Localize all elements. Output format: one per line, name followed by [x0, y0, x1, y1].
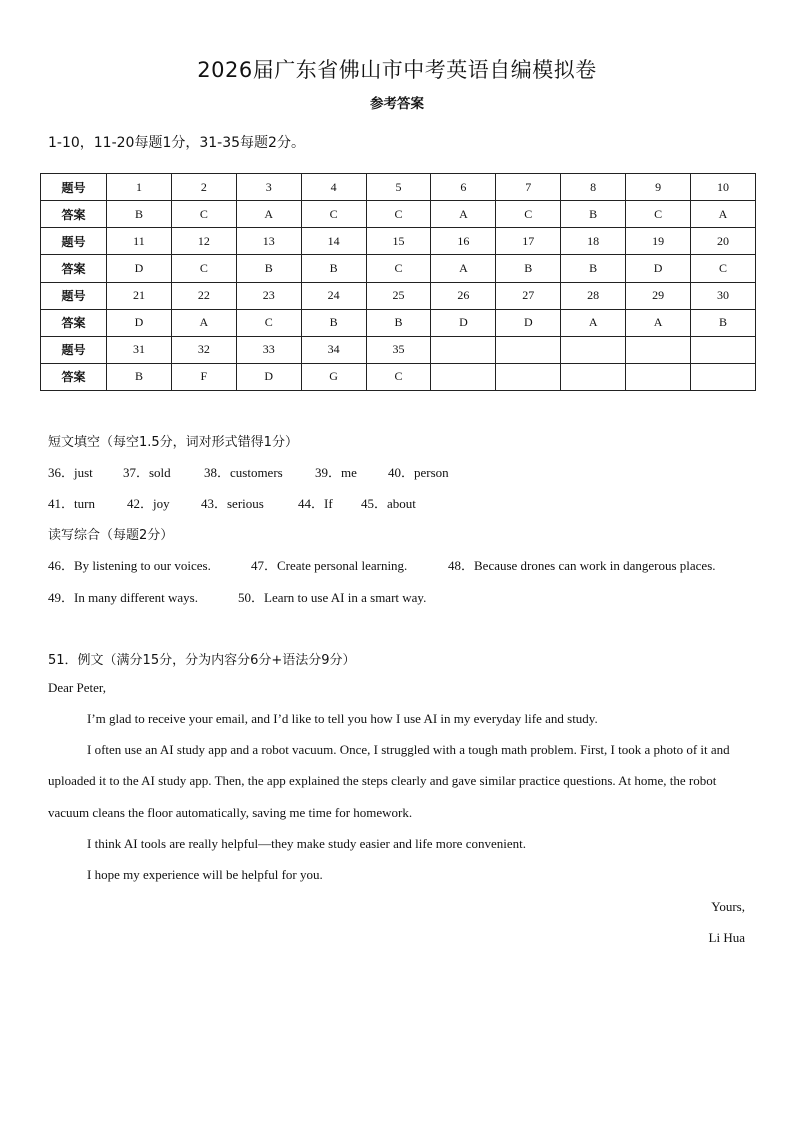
question-number-cell: 2 — [171, 174, 236, 201]
cloze-answer: 39．me — [315, 465, 357, 480]
reading-row-1 — [48, 555, 716, 574]
answer-cell: D — [431, 309, 496, 336]
question-number-cell — [496, 336, 561, 363]
question-number-cell: 3 — [236, 174, 301, 201]
question-number-cell: 17 — [496, 228, 561, 255]
cloze-answer: 40．person — [388, 465, 449, 480]
question-number-cell: 34 — [301, 336, 366, 363]
reading-row-2 — [48, 587, 426, 606]
answer-cell: D — [496, 309, 561, 336]
question-number-cell: 27 — [496, 282, 561, 309]
essay-paragraph: I hope my experience will be helpful for you. — [87, 867, 323, 883]
question-number-cell: 22 — [171, 282, 236, 309]
question-number-cell: 6 — [431, 174, 496, 201]
essay-paragraph: I often use an AI study app and a robot vacuum. Once, I struggled with a tough math problem. First, I took a photo of it and uploaded it to the AI study app. Then, the app explained the steps clearly and gave similar practice questions. At home, the robot vacuum cleans the floor automatically, saving me time for homework. — [48, 742, 730, 820]
answer-cell — [496, 363, 561, 390]
question-number-cell: 32 — [171, 336, 236, 363]
row-label: 题号 — [41, 282, 107, 309]
question-number-row — [41, 282, 756, 309]
answer-cell: C — [691, 255, 756, 282]
answer-cell: C — [366, 201, 431, 228]
answer-cell: C — [301, 201, 366, 228]
cloze-answer: 43．serious — [201, 496, 264, 511]
reading-answer: 47．Create personal learning. — [251, 558, 408, 573]
answer-cell: A — [431, 255, 496, 282]
answer-cell: D — [107, 255, 172, 282]
question-number-cell: 28 — [561, 282, 626, 309]
answer-cell: A — [626, 309, 691, 336]
cloze-answer: 42．joy — [127, 496, 170, 511]
question-number-cell: 14 — [301, 228, 366, 255]
answer-row — [41, 309, 756, 336]
answer-row — [41, 201, 756, 228]
answer-cell — [626, 363, 691, 390]
question-number-cell: 15 — [366, 228, 431, 255]
question-number-row — [41, 228, 756, 255]
cloze-answer: 38．customers — [204, 465, 283, 480]
essay-heading: 51．例文（满分15分，分为内容分6分+语法分9分） — [48, 653, 356, 668]
question-number-cell — [626, 336, 691, 363]
answer-table — [40, 173, 756, 391]
question-number-cell: 8 — [561, 174, 626, 201]
question-number-cell: 25 — [366, 282, 431, 309]
question-number-cell: 11 — [107, 228, 172, 255]
question-number-cell — [691, 336, 756, 363]
answer-cell: A — [171, 309, 236, 336]
cloze-answer: 45．about — [361, 496, 416, 511]
answer-cell: A — [431, 201, 496, 228]
question-number-row — [41, 336, 756, 363]
essay-closing: Yours, — [711, 899, 745, 914]
answer-cell: B — [107, 201, 172, 228]
question-number-cell: 29 — [626, 282, 691, 309]
question-number-cell: 19 — [626, 228, 691, 255]
row-label: 题号 — [41, 336, 107, 363]
question-number-cell: 30 — [691, 282, 756, 309]
scoring-note: 1-10，11-20每题1分，31-35每题2分。 — [48, 135, 305, 151]
row-label: 答案 — [41, 309, 107, 336]
answer-cell: F — [171, 363, 236, 390]
essay-signature: Li Hua — [708, 930, 745, 945]
answer-cell: C — [626, 201, 691, 228]
question-number-cell: 18 — [561, 228, 626, 255]
page-subtitle: 参考答案 — [370, 96, 424, 112]
answer-cell: C — [366, 255, 431, 282]
question-number-cell: 21 — [107, 282, 172, 309]
answer-cell: D — [236, 363, 301, 390]
question-number-cell: 9 — [626, 174, 691, 201]
question-number-cell: 7 — [496, 174, 561, 201]
answer-cell — [691, 363, 756, 390]
answer-cell: B — [561, 201, 626, 228]
cloze-answer: 36．just — [48, 465, 93, 480]
answer-cell: B — [691, 309, 756, 336]
page-title: 2026届广东省佛山市中考英语自编模拟卷 — [197, 58, 597, 82]
answer-row — [41, 255, 756, 282]
answer-cell: B — [107, 363, 172, 390]
answer-cell: B — [561, 255, 626, 282]
cloze-heading: 短文填空（每空1.5分，词对形式错得1分） — [48, 435, 298, 450]
question-number-row — [41, 174, 756, 201]
question-number-cell — [431, 336, 496, 363]
question-number-cell: 31 — [107, 336, 172, 363]
cloze-row-2 — [48, 493, 416, 512]
cloze-row-1 — [48, 462, 449, 481]
question-number-cell: 10 — [691, 174, 756, 201]
answer-cell: C — [171, 201, 236, 228]
question-number-cell: 26 — [431, 282, 496, 309]
reading-answer: 50．Learn to use AI in a smart way. — [238, 590, 427, 605]
answer-cell: C — [366, 363, 431, 390]
essay-paragraph: I’m glad to receive your email, and I’d like to tell you how I use AI in my everyday life and study. — [87, 711, 598, 726]
question-number-cell: 23 — [236, 282, 301, 309]
question-number-cell: 12 — [171, 228, 236, 255]
answer-cell: B — [366, 309, 431, 336]
answer-cell: D — [107, 309, 172, 336]
question-number-cell: 35 — [366, 336, 431, 363]
answer-cell — [561, 363, 626, 390]
answer-cell: D — [626, 255, 691, 282]
answer-cell: C — [236, 309, 301, 336]
question-number-cell: 24 — [301, 282, 366, 309]
row-label: 答案 — [41, 201, 107, 228]
reading-heading: 读写综合（每题2分） — [48, 528, 174, 543]
question-number-cell: 5 — [366, 174, 431, 201]
question-number-cell: 20 — [691, 228, 756, 255]
answer-row — [41, 363, 756, 390]
answer-cell: B — [496, 255, 561, 282]
answer-cell: B — [301, 309, 366, 336]
essay-paragraph: I think AI tools are really helpful—they make study easier and life more convenient. — [87, 835, 526, 851]
question-number-cell: 1 — [107, 174, 172, 201]
essay-body — [48, 703, 748, 890]
reading-answer: 46．By listening to our voices. — [48, 558, 211, 573]
reading-answer: 49．In many different ways. — [48, 590, 198, 605]
row-label: 答案 — [41, 363, 107, 390]
question-number-cell: 33 — [236, 336, 301, 363]
cloze-answer: 41．turn — [48, 496, 95, 511]
answer-cell: G — [301, 363, 366, 390]
answer-cell — [431, 363, 496, 390]
question-number-cell: 4 — [301, 174, 366, 201]
answer-cell: B — [301, 255, 366, 282]
answer-cell: A — [236, 201, 301, 228]
answer-cell: C — [171, 255, 236, 282]
row-label: 题号 — [41, 228, 107, 255]
question-number-cell: 13 — [236, 228, 301, 255]
answer-cell: C — [496, 201, 561, 228]
question-number-cell: 16 — [431, 228, 496, 255]
cloze-answer: 37．sold — [123, 465, 171, 480]
answer-cell: A — [561, 309, 626, 336]
answer-cell: A — [691, 201, 756, 228]
row-label: 题号 — [41, 174, 107, 201]
reading-answer: 48．Because drones can work in dangerous places. — [448, 558, 716, 573]
cloze-answer: 44．If — [298, 496, 333, 511]
row-label: 答案 — [41, 255, 107, 282]
essay-greeting: Dear Peter, — [48, 680, 106, 695]
question-number-cell — [561, 336, 626, 363]
answer-cell: B — [236, 255, 301, 282]
